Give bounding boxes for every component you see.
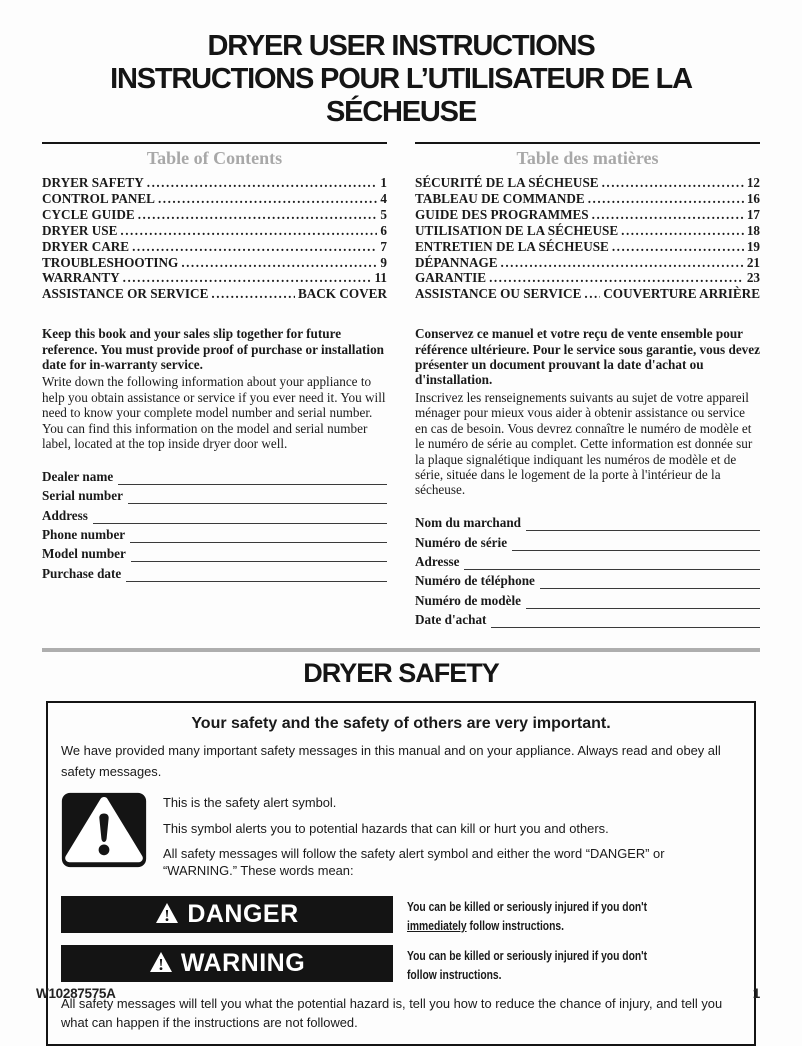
toc-entry <box>415 223 760 239</box>
toc-entry <box>415 175 760 191</box>
toc-entry-page: 18 <box>746 222 760 238</box>
form-row <box>42 562 387 581</box>
page-title-fr: INSTRUCTIONS POUR L’UTILISATEUR DE LA SÉCHEUSE <box>110 63 692 128</box>
danger-banner <box>61 896 393 933</box>
toc-entry <box>415 286 760 302</box>
form-row <box>415 512 760 531</box>
toc-entry <box>415 207 760 223</box>
form-row <box>42 504 387 523</box>
form-label: Model number <box>42 546 126 562</box>
page-title-en: DRYER USER INSTRUCTIONS <box>207 30 595 62</box>
toc-entry-label: TROUBLESHOOTING <box>42 254 179 270</box>
toc-entry <box>415 255 760 271</box>
form-label: Phone number <box>42 527 126 543</box>
form-row <box>415 589 760 608</box>
danger-text-underlined: immediately <box>407 917 467 933</box>
safety-alert-text <box>163 792 733 888</box>
toc-dot-leader <box>132 239 377 255</box>
toc-dot-leader <box>211 286 295 302</box>
danger-label: DANGER <box>187 899 299 928</box>
toc-entry-page: 21 <box>746 254 760 270</box>
toc-dot-leader <box>147 175 378 191</box>
toc-entry-page: 5 <box>380 206 387 222</box>
form-blank-line <box>526 512 760 531</box>
form-blank-line <box>118 466 387 485</box>
toc-entry <box>42 207 387 223</box>
danger-text-after: follow instructions. <box>466 917 565 933</box>
safety-alert-row <box>61 792 741 888</box>
safety-outro: All safety messages will tell you what the potential hazard is, tell you how to reduce the chance of injury, and tell you what can happen if the instructions are not followed. <box>61 995 723 1030</box>
toc-dot-leader <box>584 286 600 302</box>
form-blank-line <box>130 524 387 543</box>
danger-description <box>407 896 674 935</box>
toc-dot-leader <box>489 270 744 286</box>
toc-heading-en: Table of Contents <box>146 148 283 168</box>
toc-entry-label: DRYER CARE <box>42 238 130 254</box>
form-label: Date d'achat <box>415 612 487 628</box>
footer-part-number: W10287575A <box>36 986 116 1001</box>
form-blank-line <box>526 589 760 608</box>
toc-entry-page: 12 <box>746 175 760 190</box>
toc-heading-fr: Table des matières <box>516 148 659 168</box>
toc-entry-label: CYCLE GUIDE <box>42 206 135 222</box>
toc-entry-label: CONTROL PANEL <box>42 190 155 206</box>
toc-entry-page: 9 <box>380 254 387 270</box>
toc-entry-label: DRYER SAFETY <box>42 175 144 190</box>
toc-entry-page: 17 <box>746 206 760 222</box>
toc-entry-label: ASSISTANCE OU SERVICE <box>415 286 582 302</box>
toc-entry <box>415 191 760 207</box>
toc-entry <box>415 239 760 255</box>
form-row <box>415 551 760 570</box>
toc-entry <box>42 191 387 207</box>
form-blank-line <box>512 531 760 550</box>
form-label: Numéro de modèle <box>415 592 521 608</box>
toc-entry-page: 7 <box>380 238 387 254</box>
section-divider <box>42 648 760 652</box>
danger-text-before: You can be killed or seriously injured if you don't <box>407 898 648 914</box>
form-blank-line <box>131 543 387 562</box>
toc-dot-leader <box>120 223 377 239</box>
toc-dot-leader <box>181 255 377 271</box>
reference-note-fr <box>415 326 760 497</box>
warning-label: WARNING <box>180 948 306 977</box>
toc-column-english <box>42 142 387 628</box>
toc-entry-page: 1 <box>380 175 387 190</box>
record-form-fr <box>415 512 760 628</box>
footer-page-number: 1 <box>752 986 760 1001</box>
toc-entry-page: 23 <box>746 270 760 286</box>
toc-entry-page: 6 <box>380 222 387 238</box>
toc-dot-leader <box>588 191 744 207</box>
section-title-dryer-safety: DRYER SAFETY <box>303 658 499 689</box>
form-row <box>415 609 760 628</box>
toc-entry-label: GARANTIE <box>415 270 487 286</box>
safety-alert-icon <box>61 792 147 868</box>
toc-entry-label: UTILISATION DE LA SÉCHEUSE <box>415 222 619 238</box>
alert-line: This symbol alerts you to potential hazards that can kill or hurt you and others. <box>163 820 609 836</box>
toc-entry <box>42 270 387 286</box>
toc-dot-leader <box>621 223 744 239</box>
form-blank-line <box>126 562 387 581</box>
toc-entry-page: BACK COVER <box>297 286 387 302</box>
toc-entry-label: TABLEAU DE COMMANDE <box>415 190 585 206</box>
reference-note-en <box>42 326 387 451</box>
toc-entry-page: 19 <box>746 238 760 254</box>
form-row <box>42 485 387 504</box>
toc-dot-leader <box>138 207 378 223</box>
toc-dot-leader <box>602 175 744 191</box>
warning-row <box>61 945 741 984</box>
toc-entry-label: ENTRETIEN DE LA SÉCHEUSE <box>415 238 609 254</box>
toc-dot-leader <box>158 191 377 207</box>
warning-description: You can be killed or seriously injured if you don't follow instructions. <box>407 947 648 982</box>
warning-triangle-icon <box>149 951 173 973</box>
form-row <box>42 524 387 543</box>
safety-box-heading: Your safety and the safety of others are very important. <box>191 715 611 733</box>
toc-entry-label: WARRANTY <box>42 270 120 286</box>
toc-entry-page: 11 <box>374 270 387 286</box>
warning-triangle-icon <box>155 902 179 924</box>
form-blank-line <box>491 609 760 628</box>
warning-banner <box>61 945 393 982</box>
toc-entry <box>42 175 387 191</box>
note-lead-en: Keep this book and your sales slip together for future reference. You must provide proof of purchase or installation date for in-warranty service. <box>42 326 385 373</box>
form-blank-line <box>128 485 387 504</box>
toc-entry <box>42 223 387 239</box>
record-form-en <box>42 466 387 582</box>
note-body-en: Write down the following information about your appliance to help you obtain assistance or service if you ever need it. You will need to know your complete model number and serial number. You can find this information on the model and serial number label, located at the top inside dryer door well. <box>42 374 386 452</box>
page-footer <box>36 986 760 1001</box>
toc-entry <box>42 239 387 255</box>
form-row <box>42 543 387 562</box>
toc-entry-label: SÉCURITÉ DE LA SÉCHEUSE <box>415 175 599 190</box>
form-label: Purchase date <box>42 565 122 581</box>
toc-entry-page: 16 <box>746 190 760 206</box>
toc-column-french <box>415 142 760 628</box>
danger-row <box>61 896 741 935</box>
alert-line: All safety messages will follow the safety alert symbol and either the word “DANGER” or “WARNING.” These words mean: <box>163 846 665 879</box>
safety-intro: We have provided many important safety messages in this manual and on your appliance. Always read and obey all safety messages. <box>61 743 721 780</box>
form-row <box>42 466 387 485</box>
page-title <box>42 30 760 129</box>
note-body-fr: Inscrivez les renseignements suivants au sujet de votre appareil ménager pour mieux vous aider à obtenir assistance ou service en cas de besoin. Vous devrez connaître le numéro de modèle et le numéro de série au complet. Cette information est donnée sur la plaque signalétique indiquant les numéros de modèle et de série, située dans le logement de la porte à l'intérieur de la sécheuse. <box>415 389 753 498</box>
note-lead-fr: Conservez ce manuel et votre reçu de vente ensemble pour référence ultérieure. Pour le service sous garantie, vous devez présenter un document prouvant la date d'achat ou d'installation. <box>415 326 760 388</box>
form-row <box>415 531 760 550</box>
toc-entry <box>42 286 387 302</box>
toc-entry-label: DRYER USE <box>42 222 118 238</box>
form-label: Numéro de série <box>415 534 508 550</box>
form-label: Numéro de téléphone <box>415 573 535 589</box>
toc-entry-page: 4 <box>380 190 387 206</box>
toc-entry-label: GUIDE DES PROGRAMMES <box>415 206 589 222</box>
form-label: Adresse <box>415 553 460 569</box>
form-label: Nom du marchand <box>415 515 522 531</box>
form-label: Address <box>42 507 88 523</box>
toc-entry-page: COUVERTURE ARRIÈRE <box>603 286 760 302</box>
toc-dot-leader <box>592 207 744 223</box>
toc-dot-leader <box>612 239 744 255</box>
form-row <box>415 570 760 589</box>
toc-entry-label: ASSISTANCE OR SERVICE <box>42 286 209 302</box>
form-blank-line <box>93 504 387 523</box>
toc-dot-leader <box>501 255 744 271</box>
form-label: Dealer name <box>42 468 114 484</box>
toc-entry <box>42 255 387 271</box>
form-blank-line <box>540 570 760 589</box>
alert-line: This is the safety alert symbol. <box>163 795 337 811</box>
toc-columns <box>42 142 760 628</box>
toc-entry-label: DÉPANNAGE <box>415 254 498 270</box>
form-label: Serial number <box>42 488 123 504</box>
form-blank-line <box>464 551 760 570</box>
toc-dot-leader <box>123 270 372 286</box>
toc-entry <box>415 270 760 286</box>
